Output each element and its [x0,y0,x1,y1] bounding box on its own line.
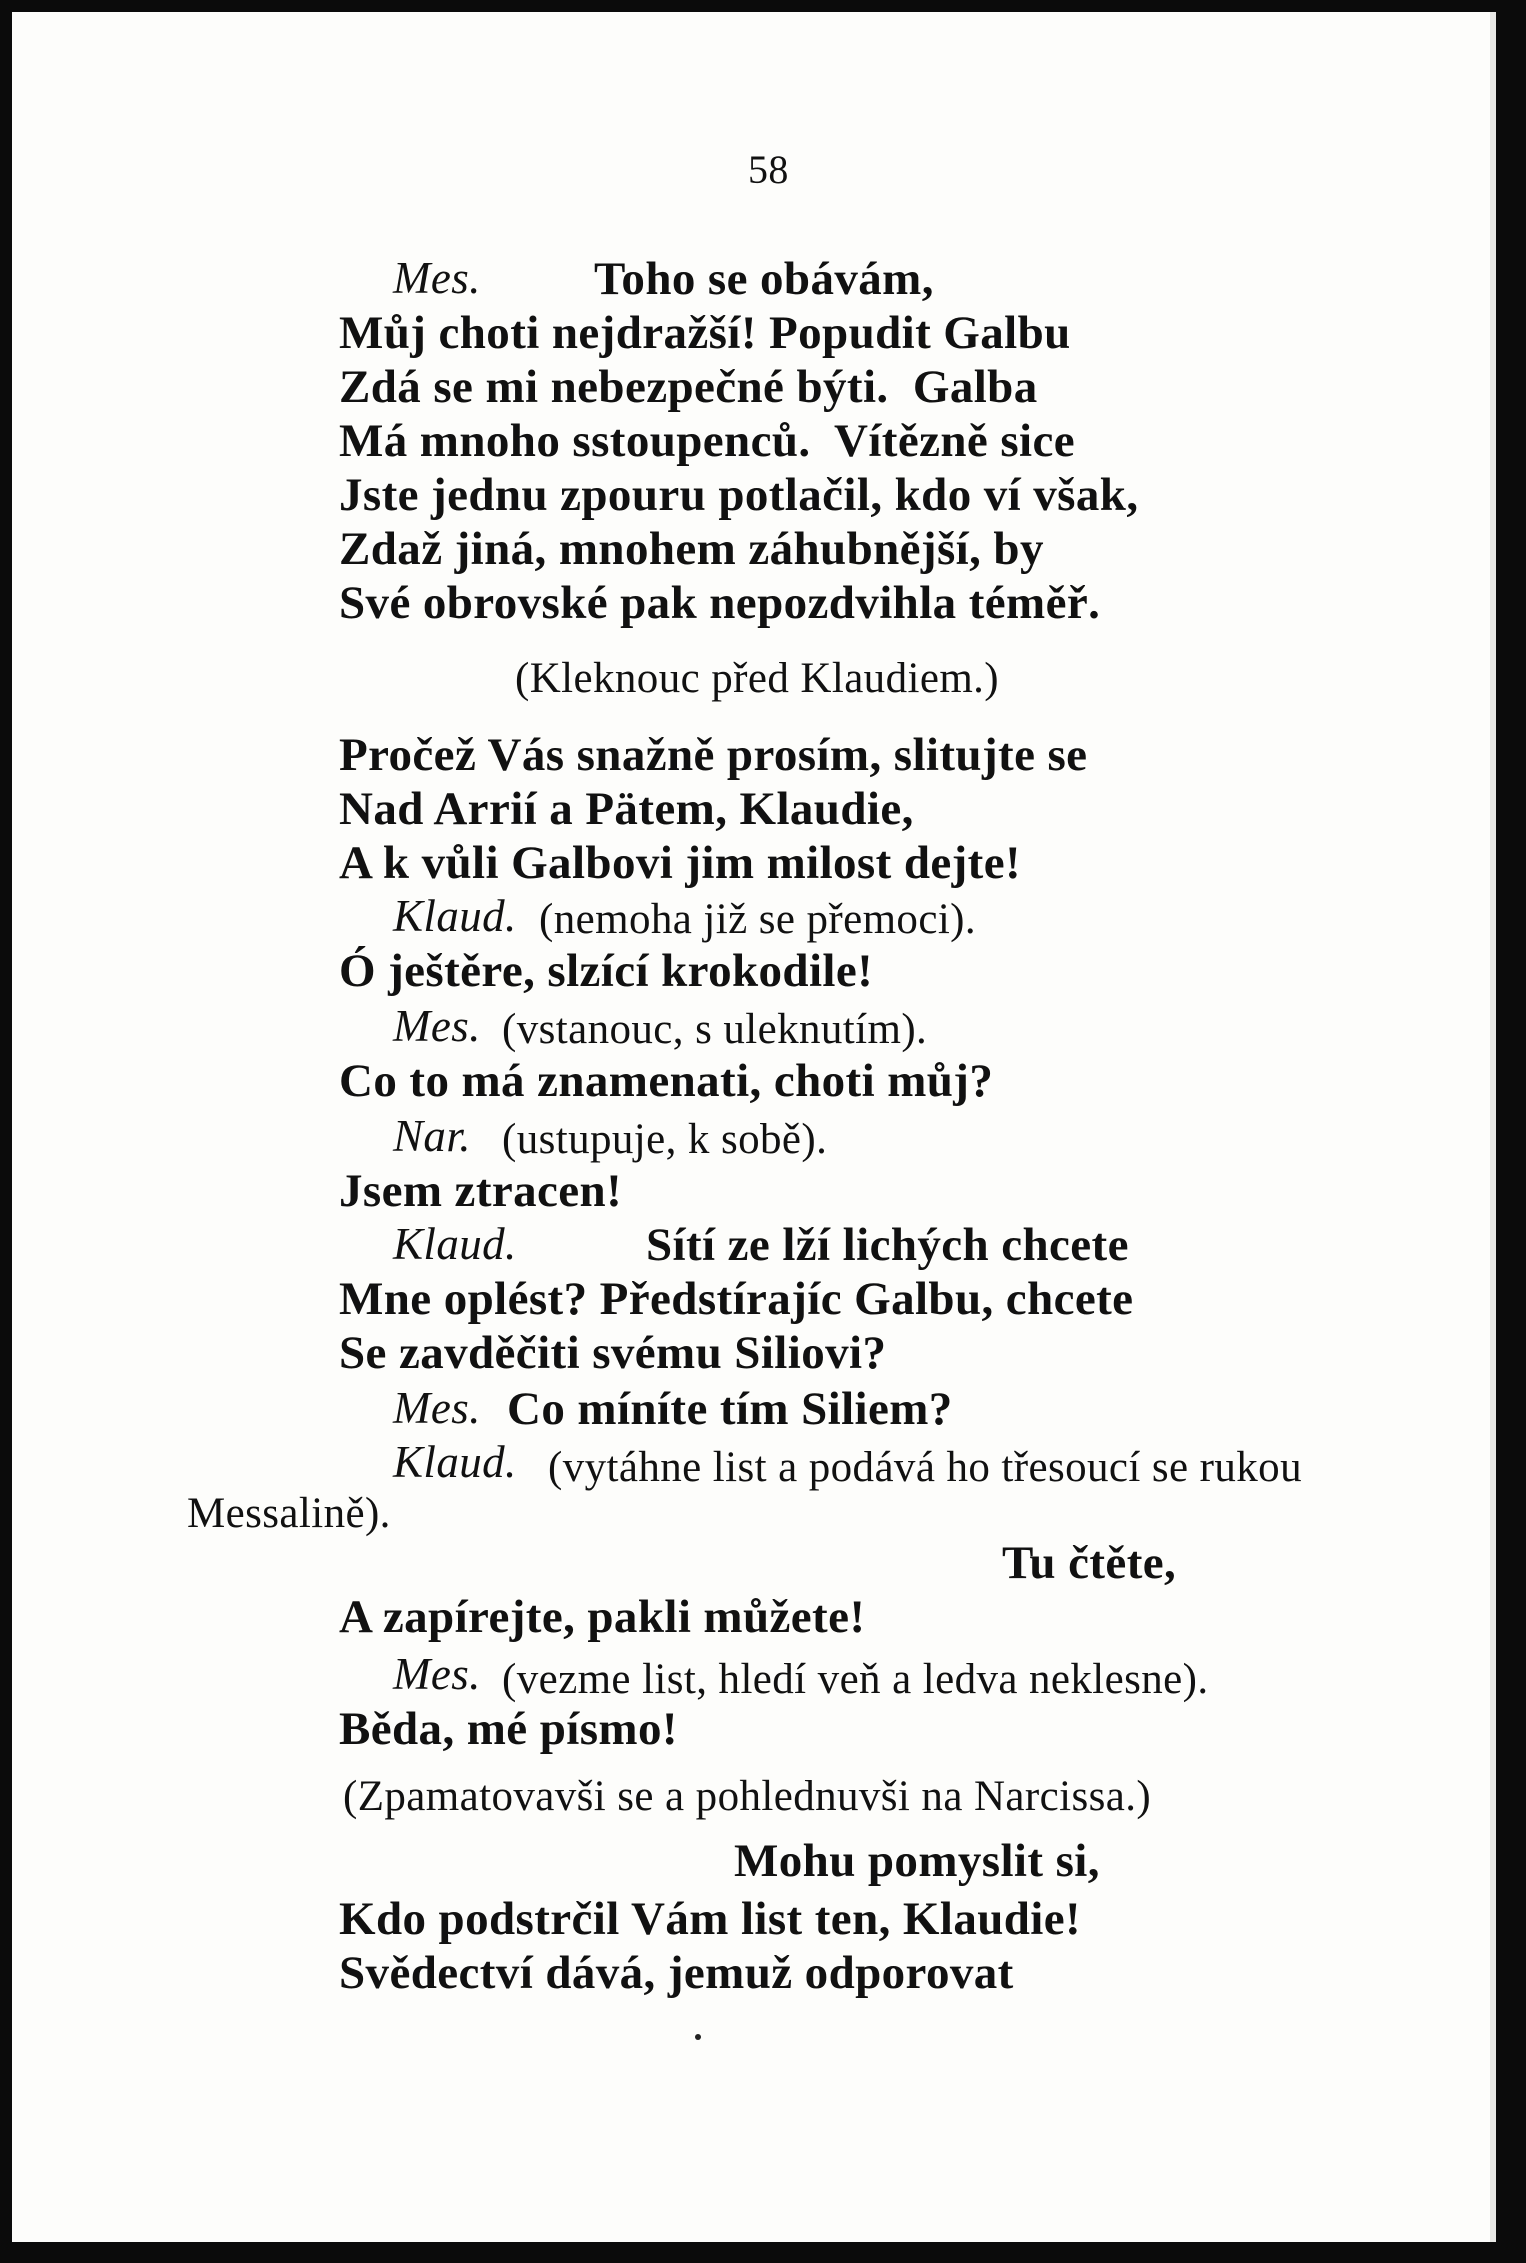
stage-direction: (vstanouc, s uleknutím). [502,1006,928,1053]
verse-line: Zdaž jiná, mnohem záhubnější, by [339,523,1044,575]
verse-line: Nad Arrií a Pätem, Klaudie, [339,783,914,835]
stage-direction: Messalině). [187,1490,391,1537]
page-number: 58 [748,147,789,192]
stage-direction: (vytáhne list a podává ho třesoucí se rukou [548,1444,1302,1491]
stage-direction: (Zpamatovavši se a pohlednuvši na Narcissa.) [343,1773,1152,1820]
page-edge [1490,12,1496,2242]
verse-line: Co to má znamenati, choti můj? [339,1055,994,1107]
speaker-label: Klaud. [393,891,517,941]
book-page [12,12,1494,2242]
verse-line: Kdo podstrčil Vám list ten, Klaudie! [339,1893,1082,1945]
verse-line: Co míníte tím Siliem? [507,1383,953,1435]
verse-line: Pročež Vás snažně prosím, slitujte se [339,729,1088,781]
verse-line: Můj choti nejdražší! Popudit Galbu [339,307,1071,359]
speaker-label: Mes. [393,1383,481,1433]
stage-direction: (nemoha již se přemoci). [539,896,977,943]
verse-line: Sítí ze lží lichých chcete [646,1219,1129,1271]
verse-line: Zdá se mi nebezpečné býti. Galba [339,361,1038,413]
speaker-label: Mes. [393,253,481,303]
verse-line: Jste jednu zpouru potlačil, kdo ví však, [339,469,1139,521]
stage-direction: (ustupuje, k sobě). [502,1116,828,1163]
stage-direction: (vezme list, hledí veň a ledva neklesne). [502,1656,1209,1703]
print-speck [695,2034,701,2040]
verse-line: Své obrovské pak nepozdvihla téměř. [339,577,1101,629]
speaker-label: Klaud. [393,1219,517,1269]
speaker-label: Klaud. [393,1437,517,1487]
speaker-label: Mes. [393,1649,481,1699]
verse-line: Tu čtěte, [1002,1537,1177,1589]
verse-line: Toho se obávám, [594,253,934,305]
verse-line: Mne oplést? Předstírajíc Galbu, chcete [339,1273,1134,1325]
speaker-label: Mes. [393,1001,481,1051]
verse-line: A k vůli Galbovi jim milost dejte! [339,837,1022,889]
verse-line: Jsem ztracen! [339,1165,623,1217]
verse-line: Má mnoho sstoupenců. Vítězně sice [339,415,1075,467]
verse-line: Ó ještěre, slzící krokodile! [339,945,874,997]
stage-direction: (Kleknouc před Klaudiem.) [515,655,1000,702]
verse-line: Běda, mé písmo! [339,1703,678,1755]
speaker-label: Nar. [393,1111,471,1161]
verse-line: Svědectví dává, jemuž odporovat [339,1947,1014,1999]
verse-line: Se zavděčiti svému Siliovi? [339,1327,887,1379]
verse-line: A zapírejte, pakli můžete! [339,1591,866,1643]
verse-line: Mohu pomyslit si, [734,1835,1100,1887]
